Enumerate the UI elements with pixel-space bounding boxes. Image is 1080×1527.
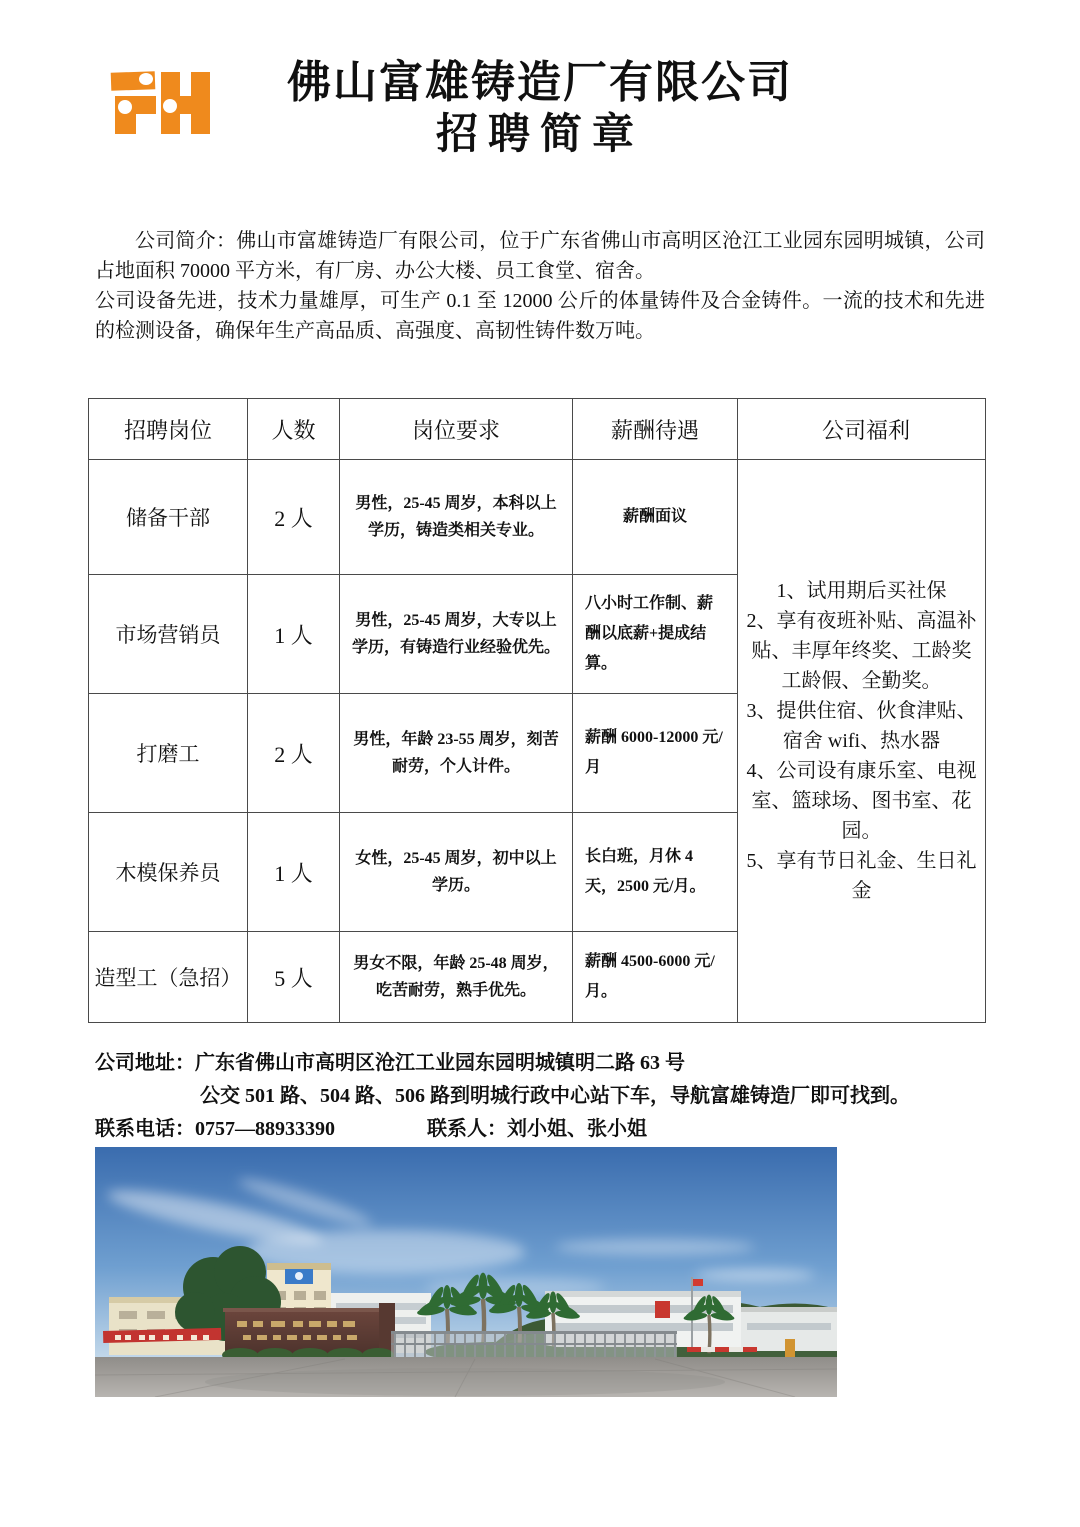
salary-cell: 八小时工作制、薪酬以底薪+提成结算。	[573, 575, 738, 694]
position-cell: 造型工（急招）	[89, 932, 248, 1023]
salary-cell: 长白班，月休 4 天，2500 元/月。	[573, 813, 738, 932]
contact-names: 刘小姐、张小姐	[507, 1118, 647, 1140]
phone-value: 0757—88933390	[195, 1118, 335, 1140]
address-value: 广东省佛山市高明区沧江工业园东园明城镇明二路 63 号	[195, 1052, 685, 1074]
company-intro	[95, 226, 985, 346]
requirements-cell: 男性，25-45 周岁，大专以上学历，有铸造行业经验优先。	[340, 575, 573, 694]
company-title: 佛山富雄铸造厂有限公司	[287, 58, 793, 107]
phone-label: 联系电话：	[95, 1118, 195, 1140]
requirements-cell: 男女不限，年龄 25-48 周岁，吃苦耐劳，熟手优先。	[340, 932, 573, 1023]
address-line	[95, 1047, 1080, 1080]
welfare-item: 5、享有节日礼金、生日礼金	[746, 850, 977, 902]
table-row	[89, 460, 986, 575]
contact-label: 联系人：	[427, 1118, 507, 1140]
welfare-item: 3、提供住宿、伙食津贴、宿舍 wifi、热水器	[746, 700, 977, 752]
requirements-cell: 男性，年龄 23-55 周岁，刻苦耐劳，个人计件。	[340, 694, 573, 813]
position-cell: 市场营销员	[89, 575, 248, 694]
jobs-table	[88, 398, 986, 1023]
count-cell: 2 人	[248, 460, 340, 575]
salary-cell: 薪酬面议	[573, 460, 738, 575]
welfare-item: 4、公司设有康乐室、电视室、篮球场、图书室、花园。	[746, 760, 977, 842]
transit-line: 公交 501 路、504 路、506 路到明城行政中心站下车，导航富雄铸造厂即可找到。	[200, 1085, 910, 1107]
col-header-welfare: 公司福利	[738, 399, 986, 460]
col-header-count: 人数	[248, 399, 340, 460]
count-cell: 5 人	[248, 932, 340, 1023]
position-cell: 打磨工	[89, 694, 248, 813]
contact-person	[427, 1113, 647, 1146]
intro-paragraph-1: 公司简介：佛山市富雄铸造厂有限公司，位于广东省佛山市高明区沧江工业园东园明城镇，公司占地面积 70000 平方米，有厂房、办公大楼、员工食堂、宿舍。	[95, 230, 985, 282]
company-fh-logo-icon	[103, 56, 225, 154]
address-label: 公司地址：	[95, 1052, 195, 1074]
contact-info	[95, 1047, 1080, 1146]
requirements-cell: 女性，25-45 周岁，初中以上学历。	[340, 813, 573, 932]
count-cell: 2 人	[248, 694, 340, 813]
col-header-salary: 薪酬待遇	[573, 399, 738, 460]
position-cell: 储备干部	[89, 460, 248, 575]
salary-cell: 薪酬 6000-12000 元/月	[573, 694, 738, 813]
page-title: 招聘简章	[435, 112, 644, 158]
phone-line	[95, 1113, 1080, 1146]
table-header-row	[89, 399, 986, 460]
welfare-item: 2、享有夜班补贴、高温补贴、丰厚年终奖、工龄奖工龄假、全勤奖。	[746, 610, 977, 692]
count-cell: 1 人	[248, 575, 340, 694]
welfare-item: 1、试用期后买社保	[776, 580, 947, 602]
col-header-position: 招聘岗位	[89, 399, 248, 460]
requirements-cell: 男性，25-45 周岁，本科以上学历，铸造类相关专业。	[340, 460, 573, 575]
welfare-cell	[738, 460, 986, 1023]
count-cell: 1 人	[248, 813, 340, 932]
salary-cell: 薪酬 4500-6000 元/月。	[573, 932, 738, 1023]
col-header-requirements: 岗位要求	[340, 399, 573, 460]
intro-paragraph-2: 公司设备先进，技术力量雄厚，可生产 0.1 至 12000 公斤的体量铸件及合金铸件。一流的技术和先进的检测设备，确保年生产高品质、高强度、高韧性铸件数万吨。	[95, 290, 985, 342]
position-cell: 木模保养员	[89, 813, 248, 932]
factory-entrance-photo	[95, 1147, 837, 1397]
